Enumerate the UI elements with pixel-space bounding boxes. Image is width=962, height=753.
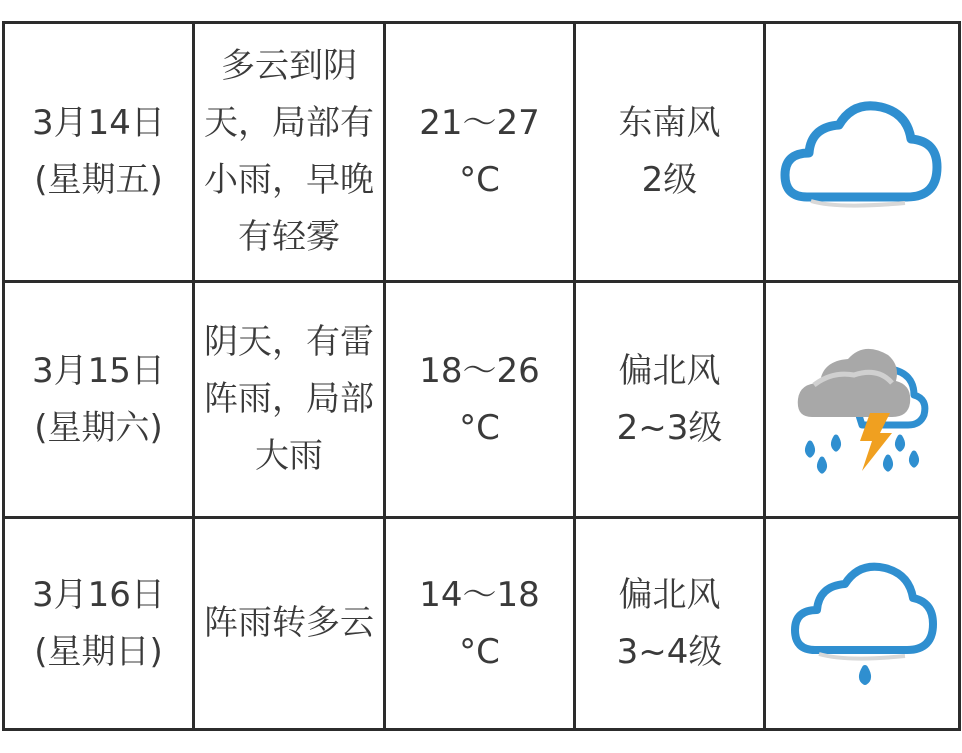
date-label: 3月15日: [32, 350, 165, 391]
weather-text-line: 阴天，有雷: [204, 322, 374, 363]
date-cell: [4, 281, 194, 518]
table-row: [4, 23, 960, 282]
temperature-cell: [385, 23, 575, 282]
weather-text-line: 大雨: [255, 436, 323, 477]
wind-direction: 偏北风: [618, 350, 721, 391]
wind-level: 3~4级: [616, 631, 723, 672]
shower-icon: [787, 554, 937, 694]
weather-icon-cell: [765, 23, 960, 282]
table-row: [4, 518, 960, 730]
wind-cell: [575, 518, 765, 730]
wind-direction: 偏北风: [618, 574, 721, 615]
weather-text-line: 阵雨转多云: [204, 603, 374, 644]
weekday-label: (星期六): [34, 407, 163, 448]
temperature-range: 21～27: [419, 102, 540, 143]
weekday-label: (星期五): [34, 159, 163, 200]
temperature-range: 14～18: [419, 574, 540, 615]
weather-description-cell: [194, 518, 385, 730]
wind-level: 2~3级: [616, 407, 723, 448]
temperature-unit: °C: [459, 631, 500, 672]
weekday-label: (星期日): [34, 631, 163, 672]
temperature-unit: °C: [459, 159, 500, 200]
weather-icon-cell: [765, 518, 960, 730]
wind-direction: 东南风: [618, 102, 721, 143]
weather-text-line: 有轻雾: [238, 216, 340, 257]
wind-cell: [575, 23, 765, 282]
thunderstorm-icon: [792, 325, 932, 475]
table-row: [4, 281, 960, 518]
date-cell: [4, 23, 194, 282]
temperature-unit: °C: [459, 407, 500, 448]
weather-text-line: 阵雨，局部: [204, 379, 374, 420]
date-label: 3月14日: [32, 102, 165, 143]
temperature-range: 18～26: [419, 350, 540, 391]
weather-text-line: 天，局部有: [204, 102, 374, 143]
wind-level: 2级: [641, 159, 698, 200]
date-label: 3月16日: [32, 574, 165, 615]
cloudy-icon: [777, 87, 947, 217]
date-cell: [4, 518, 194, 730]
wind-cell: [575, 281, 765, 518]
temperature-cell: [385, 518, 575, 730]
weather-text-line: 小雨，早晚: [204, 159, 374, 200]
temperature-cell: [385, 281, 575, 518]
weather-description-cell: [194, 23, 385, 282]
weather-forecast-table: [2, 21, 961, 731]
weather-description-cell: [194, 281, 385, 518]
weather-text-line: 多云到阴: [221, 45, 357, 86]
weather-icon-cell: [765, 281, 960, 518]
